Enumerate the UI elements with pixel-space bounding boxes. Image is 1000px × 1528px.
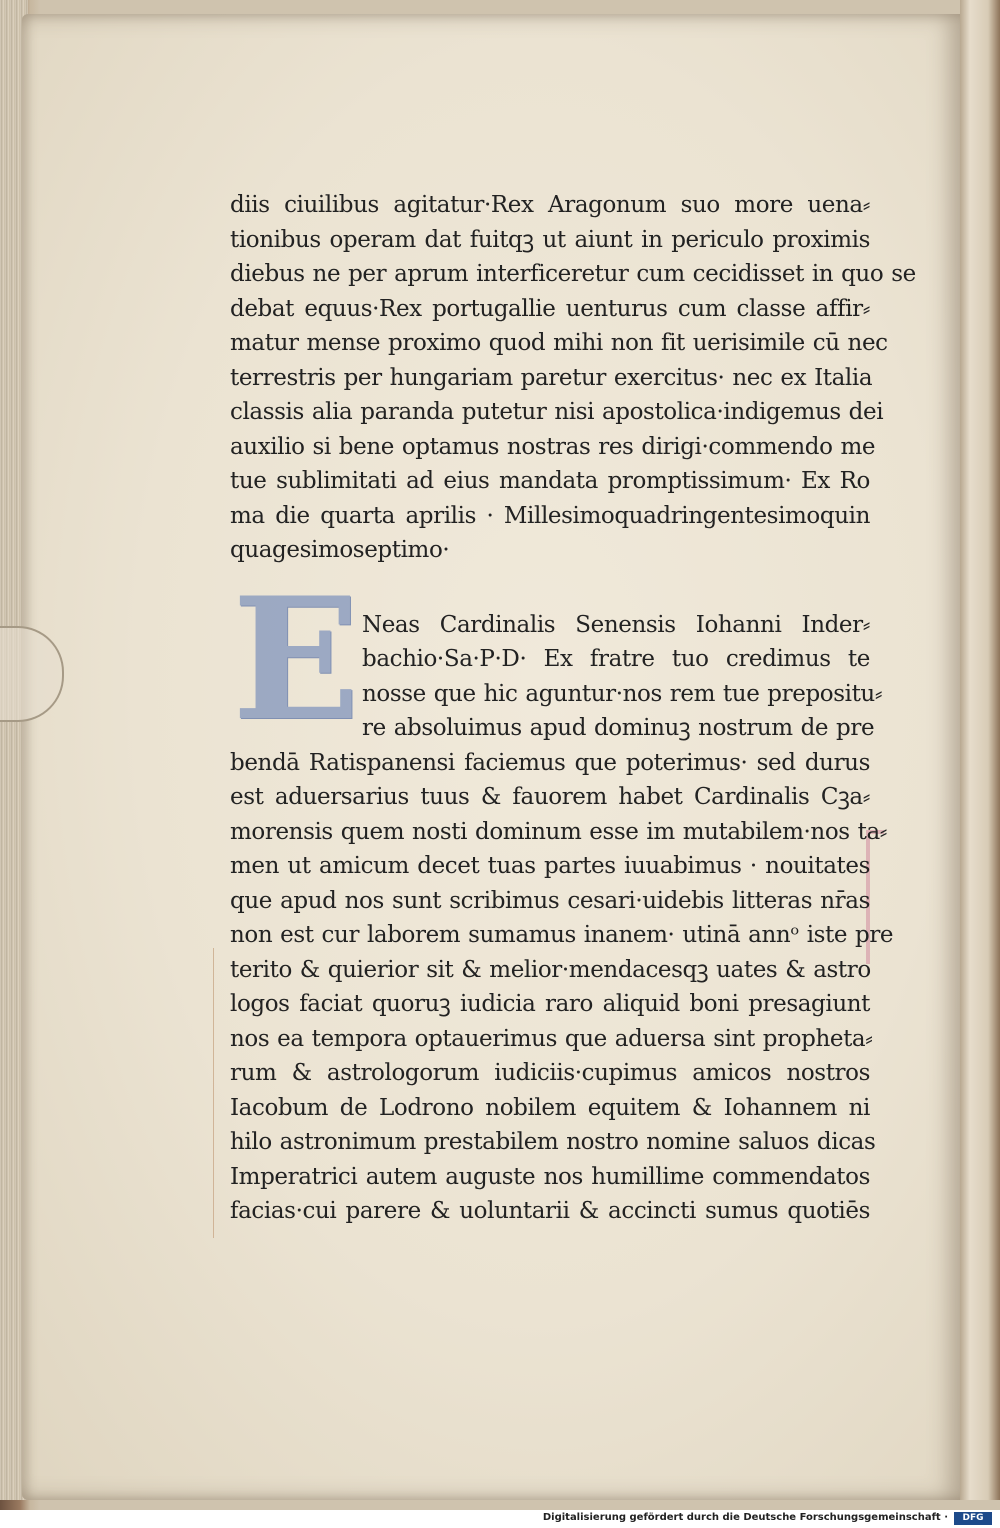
text-line: nos ea tempora optauerimus que aduersa sint propheta⸗ xyxy=(230,1025,873,1052)
text-line: re absoluimus apud dominuꝫ nostrum de pre xyxy=(362,715,875,741)
text-line: debat equus·Rex portugallie uenturus cum classe affir⸗ xyxy=(230,295,870,322)
text-line: facias·cui parere & uoluntarii & accincti sumus quotiēs xyxy=(230,1198,870,1224)
text-line: Iacobum de Lodrono nobilem equitem & Iohannem ni xyxy=(230,1094,870,1121)
dfg-logo: DFG xyxy=(954,1512,992,1525)
text-line: rum & astrologorum iudiciis·cupimus amicos nostros xyxy=(230,1060,870,1086)
text-line: logos faciat quoruꝫ iudicia raro aliquid boni presagiunt xyxy=(230,991,870,1017)
text-line: Neas Cardinalis Senensis Iohanni Inder⸗ xyxy=(362,611,870,638)
text-line: men ut amicum decet tuas partes iuuabimus · nouitates xyxy=(230,853,870,879)
text-line: non est cur laborem sumamus inanem· utinā annᵒ iste pre xyxy=(230,922,894,948)
text-line: bachio·Sa·P·D· Ex fratre tuo credimus te xyxy=(362,646,870,672)
text-line: hilo astronimum prestabilem nostro nomine saluos dicas xyxy=(230,1129,876,1155)
decorated-initial-letter: E xyxy=(232,560,361,758)
margin-pencil-mark xyxy=(213,948,220,1238)
text-line: tionibus operam dat fuitqꝫ ut aiunt in periculo proximis xyxy=(230,226,870,253)
text-line: est aduersarius tuus & fauorem habet Cardinalis Cꝫa⸗ xyxy=(230,784,870,810)
text-line: Imperatrici autem auguste nos humillime commendatos xyxy=(230,1163,870,1190)
text-line: quagesimoseptimo· xyxy=(230,537,450,563)
footer-credit: Digitalisierung gefördert durch die Deutsche Forschungsgemeinschaft · xyxy=(542,1512,948,1523)
text-line: bendā Ratispanensi faciemus que poterimus· sed durus xyxy=(230,749,870,776)
printed-text xyxy=(230,188,916,1229)
text-line: auxilio si bene optamus nostras res dirigi·commendo me xyxy=(230,433,876,460)
facing-page-edge xyxy=(960,0,1000,1500)
text-line: que apud nos sunt scribimus cesari·uidebis litteras nr̄as xyxy=(230,887,870,914)
text-line: terrestris per hungariam paretur exercitus· nec ex Italia xyxy=(230,364,873,391)
text-line: diebus ne per aprum interficeretur cum cecidisset in quo se xyxy=(230,261,916,287)
text-line: diis ciuilibus agitatur·Rex Aragonum suo more uena⸗ xyxy=(230,192,870,218)
text-line: nosse que hic aguntur·nos rem tue prepositu⸗ xyxy=(362,680,883,707)
text-line: classis alia paranda putetur nisi apostolica·indigemus dei xyxy=(230,399,884,425)
text-line: tue sublimitati ad eius mandata promptissimum· Ex Ro xyxy=(230,468,870,494)
text-line: terito & quierior sit & melior·mendacesqꝫ uates & astro xyxy=(230,956,871,983)
text-line: ma die quarta aprilis · Millesimoquadringentesimoquin xyxy=(230,502,870,529)
text-line: matur mense proximo quod mihi non fit uerisimile cū nec xyxy=(230,330,888,356)
text-line: morensis quem nosti dominum esse im mutabilem·nos ta⸗ xyxy=(230,818,888,845)
